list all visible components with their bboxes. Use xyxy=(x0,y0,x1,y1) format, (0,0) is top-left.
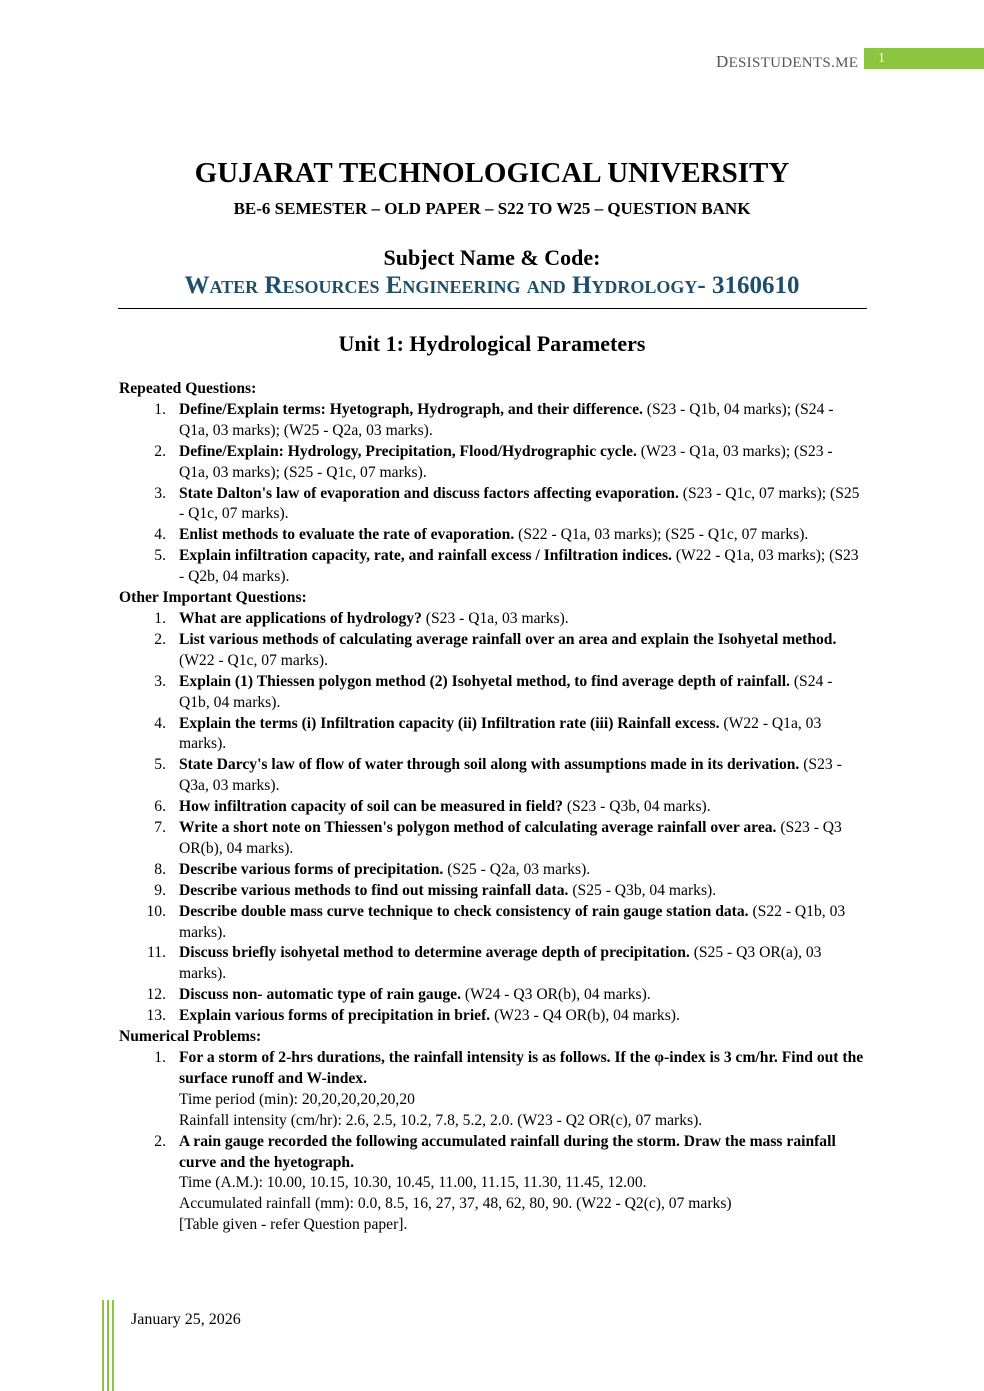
site-name: DESISTUDENTS.ME xyxy=(716,52,859,71)
question-bank xyxy=(119,379,864,1236)
list-item: 11. Discuss briefly isohyetal method to determine average depth of precipitation. (S25 - Q3 OR(a), 03 marks). xyxy=(147,944,822,983)
list-item: 2. List various methods of calculating average rainfall over an area and explain the Isohyetal method. (W22 - Q1c, 07 marks). xyxy=(154,630,837,669)
repeated-questions-list xyxy=(119,400,864,588)
section-heading-other: Other Important Questions: xyxy=(119,589,307,607)
list-item: 1. What are applications of hydrology? (S23 - Q1a, 03 marks). xyxy=(154,609,569,627)
subject-label: Subject Name & Code: xyxy=(383,245,601,270)
list-item: 3. Explain (1) Thiessen polygon method (2) Isohyetal method, to find average depth of rainfall. (S24 - Q1b, 04 marks). xyxy=(154,672,833,711)
list-item: 13. Explain various forms of precipitation in brief. (W23 - Q4 OR(b), 04 marks). xyxy=(146,1007,680,1025)
list-item: 4. Explain the terms (i) Infiltration capacity (ii) Infiltration rate (iii) Rainfall excess. (W22 - Q1a, 03 marks). xyxy=(154,714,822,753)
other-questions-list xyxy=(119,609,864,1027)
list-item: 2. A rain gauge recorded the following accumulated rainfall during the storm. Draw the mass rainfall curve and the hyetograph. Time (A.M.): 10.00, 10.15, 10.30, 10.45, 11.00, 11.15, 11.30, 11.45, 12.00. Accumulated rainfall (mm): 0.0, 8.5, 16, 27, 37, 48, 62, 80, 90. (W22 - Q2(c), 07 marks) [Table given - refer Question paper]. xyxy=(154,1132,836,1234)
list-item: 2. Define/Explain: Hydrology, Precipitation, Flood/Hydrographic cycle. (W23 - Q1a, 03 marks); (S23 - Q1a, 03 marks); (S25 - Q1c, 07 marks). xyxy=(154,442,833,481)
list-item: 9. Describe various methods to find out missing rainfall data. (S25 - Q3b, 04 marks). xyxy=(154,881,717,899)
subject-name: Water Resources Engineering and Hydrology- 3160610 xyxy=(184,272,800,299)
list-item: 1. Define/Explain terms: Hyetograph, Hydrograph, and their difference. (S23 - Q1b, 04 marks); (S24 - Q1a, 03 marks); (W25 - Q2a, 03 marks). xyxy=(154,400,834,439)
divider xyxy=(118,308,867,309)
numerical-problems-list xyxy=(119,1048,864,1236)
list-item: 4. Enlist methods to evaluate the rate of evaporation. (S22 - Q1a, 03 marks); (S25 - Q1c, 07 marks). xyxy=(154,526,809,544)
paper-subtitle: BE-6 SEMESTER – OLD PAPER – S22 TO W25 – QUESTION BANK xyxy=(233,199,751,218)
unit-title: Unit 1: Hydrological Parameters xyxy=(338,331,646,356)
list-item: 10. Describe double mass curve technique to check consistency of rain gauge station data. (S22 - Q1b, 03 marks). xyxy=(146,902,846,941)
list-item: 3. State Dalton's law of evaporation and discuss factors affecting evaporation. (S23 - Q1c, 07 marks); (S25 - Q1c, 07 marks). xyxy=(154,484,860,523)
university-title: GUJARAT TECHNOLOGICAL UNIVERSITY xyxy=(194,157,790,189)
footer-accent-bars xyxy=(102,1300,116,1391)
footer-date: January 25, 2026 xyxy=(131,1311,241,1328)
list-item: 8. Describe various forms of precipitation. (S25 - Q2a, 03 marks). xyxy=(154,860,591,878)
list-item: 7. Write a short note on Thiessen's polygon method of calculating average rainfall over area. (S23 - Q3 OR(b), 04 marks). xyxy=(154,819,842,857)
list-item: 6. How infiltration capacity of soil can be measured in field? (S23 - Q3b, 04 marks). xyxy=(154,798,711,816)
list-item: 1. For a storm of 2-hrs durations, the rainfall intensity is as follows. If the φ-index is 3 cm/hr. Find out the surface runoff and W-index. Time period (min): 20,20,20,20,20,20 Rainfall intensity (cm/hr): 2.6, 2.5, 10.2, 7.8, 5.2, 2.0. (W23 - Q2 OR(c), 07 marks). xyxy=(154,1049,864,1129)
list-item: 12. Discuss non- automatic type of rain gauge. (W24 - Q3 OR(b), 04 marks). xyxy=(146,986,651,1004)
list-item: 5. State Darcy's law of flow of water through soil along with assumptions made in its derivation. (S23 - Q3a, 03 marks). xyxy=(154,756,842,795)
section-heading-repeated: Repeated Questions: xyxy=(119,380,257,397)
page-number-badge: 1 xyxy=(864,48,984,69)
list-item: 5. Explain infiltration capacity, rate, and rainfall excess / Infiltration indices. (W22 - Q1a, 03 marks); (S23 - Q2b, 04 marks). xyxy=(154,547,859,586)
section-heading-numerical: Numerical Problems: xyxy=(119,1028,262,1046)
